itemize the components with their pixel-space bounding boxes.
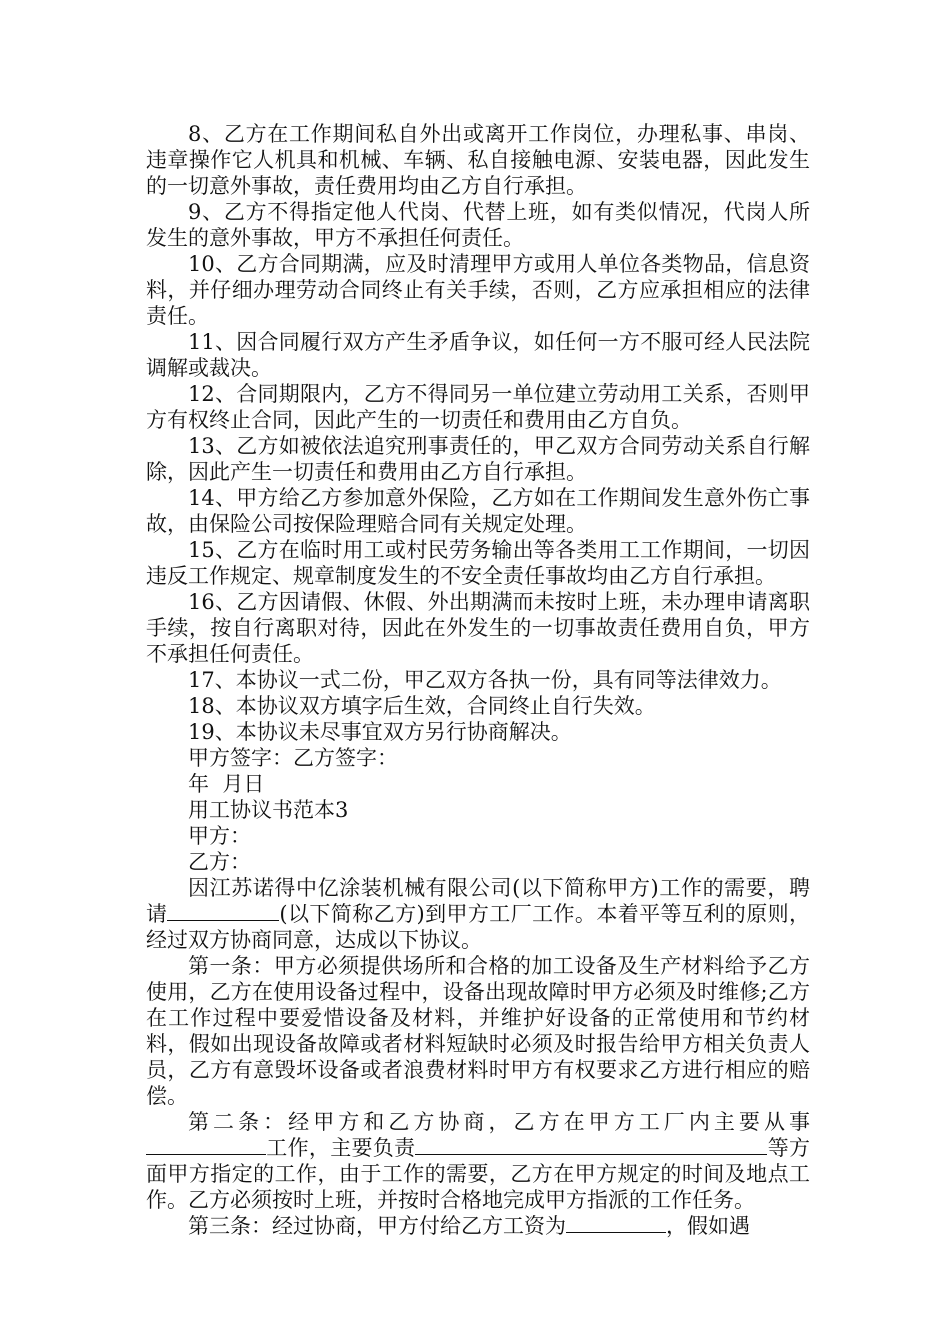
intro-paragraph <box>146 875 810 953</box>
article-3-text-b: ，假如遇 <box>666 1214 750 1238</box>
article-3 <box>146 1213 810 1239</box>
section-title: 用工协议书范本3 <box>188 798 349 822</box>
intro-text-2: (以下简称乙方)到甲方工厂工作。本着平等互利的原则，经过双方协商同意，达成以下协议。 <box>146 902 811 952</box>
clause-11: 11、因合同履行双方产生矛盾争议，如任何一方不服可经人民法院调解或裁决。 <box>146 330 810 380</box>
article-2-text-a: 第二条：经甲方和乙方协商，乙方在甲方工厂内主要从事 <box>188 1110 810 1134</box>
duty-blank <box>415 1136 767 1155</box>
signature-line: 甲方签字：乙方签字： <box>188 746 398 770</box>
clause-17: 17、本协议一式二份，甲乙双方各执一份，具有同等法律效力。 <box>188 668 782 692</box>
party-b-label: 乙方： <box>188 850 251 874</box>
salary-blank <box>566 1214 666 1233</box>
party-a-label: 甲方： <box>188 824 251 848</box>
clause-14: 14、甲方给乙方参加意外保险，乙方如在工作期间发生意外伤亡事故，由保险公司按保险理赔合同有关规定处理。 <box>146 486 810 536</box>
clause-10: 10、乙方合同期满，应及时清理甲方或用人单位各类物品，信息资料，并仔细办理劳动合同终止有关手续，否则，乙方应承担相应的法律责任。 <box>146 252 810 328</box>
document-body <box>146 121 810 1239</box>
clause-15: 15、乙方在临时用工或村民劳务输出等各类用工工作期间，一切因违反工作规定、规章制度发生的不安全责任事故均由乙方自行承担。 <box>146 538 810 588</box>
intro-text-1: 因江苏诺得中亿涂装机械有限公司(以下简称甲方)工作的需要，聘请 <box>146 876 810 926</box>
clause-9: 9、乙方不得指定他人代岗、代替上班，如有类似情况，代岗人所发生的意外事故，甲方不承担任何责任。 <box>146 200 810 250</box>
clause-18: 18、本协议双方填字后生效，合同终止自行失效。 <box>188 694 656 718</box>
clause-19: 19、本协议未尽事宜双方另行协商解决。 <box>188 720 572 744</box>
article-2-text-b: 工作，主要负责 <box>266 1136 416 1160</box>
article-3-text-a: 第三条：经过协商，甲方付给乙方工资为 <box>188 1214 566 1238</box>
job-type-blank <box>146 1136 266 1155</box>
clause-8: 8、乙方在工作期间私自外出或离开工作岗位，办理私事、串岗、违章操作它人机具和机械、车辆、私自接触电源、安装电器，因此发生的一切意外事故，责任费用均由乙方自行承担。 <box>146 122 810 198</box>
clause-16: 16、乙方因请假、休假、外出期满而未按时上班，未办理申请离职手续，按自行离职对待，因此在外发生的一切事故责任费用自负，甲方不承担任何责任。 <box>146 590 810 666</box>
clause-12: 12、合同期限内，乙方不得同另一单位建立劳动用工关系，否则甲方有权终止合同，因此产生的一切责任和费用由乙方自负。 <box>146 382 810 432</box>
article-2-text-c: 等方面甲方指定的工作，由于工作的需要，乙方在甲方规定的时间及地点工作。乙方必须按时上班，并按时合格地完成甲方指派的工作任务。 <box>146 1136 811 1212</box>
hire-name-blank <box>167 902 279 921</box>
clause-13: 13、乙方如被依法追究刑事责任的，甲乙双方合同劳动关系自行解除，因此产生一切责任和费用由乙方自行承担。 <box>146 434 810 484</box>
article-1: 第一条：甲方必须提供场所和合格的加工设备及生产材料给予乙方使用，乙方在使用设备过程中，设备出现故障时甲方必须及时维修;乙方在工作过程中要爱惜设备及材料，并维护好设备的正常使用和节约材料，假如出现设备故障或者材料短缺时必须及时报告给甲方相关负责人员，乙方有意毁坏设备或者浪费材料时甲方有权要求乙方进行相应的赔偿。 <box>146 954 810 1108</box>
article-2 <box>146 1109 810 1213</box>
date-line: 年 月日 <box>188 772 265 796</box>
